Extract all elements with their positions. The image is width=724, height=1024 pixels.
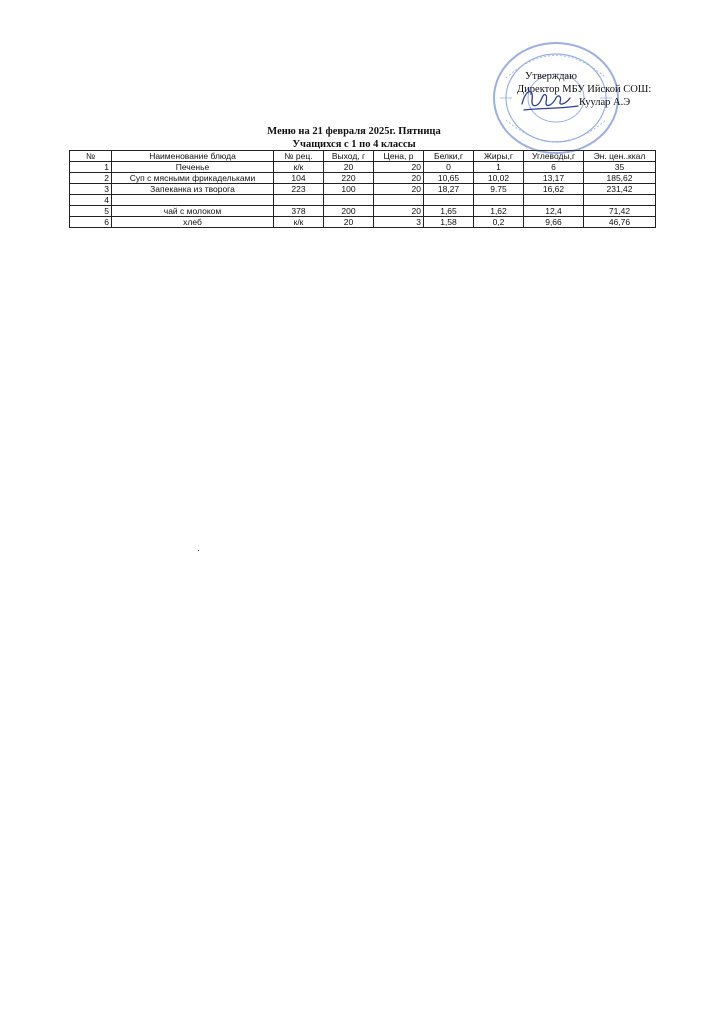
cell-carbs: 13,17 — [524, 173, 584, 184]
cell-dish-name: Запеканка из творога — [112, 184, 274, 195]
cell-proteins: 1,58 — [424, 217, 474, 228]
table-row — [70, 195, 656, 206]
cell-number: 1 — [70, 162, 112, 173]
header-recipe-number: № рец. — [274, 151, 324, 162]
cell-carbs: 12,4 — [524, 206, 584, 217]
cell-proteins: 1,65 — [424, 206, 474, 217]
cell-fats: 10,02 — [474, 173, 524, 184]
cell-energy: 35 — [584, 162, 656, 173]
menu-title-block — [0, 125, 724, 151]
cell-recipe-number: к/к — [274, 217, 324, 228]
cell-recipe-number: 378 — [274, 206, 324, 217]
cell-portion: 20 — [324, 217, 374, 228]
menu-table — [69, 150, 656, 228]
cell-number: 4 — [70, 195, 112, 206]
table-row — [70, 184, 656, 195]
table-row — [70, 206, 656, 217]
table-row — [70, 217, 656, 228]
cell-fats — [474, 195, 524, 206]
cell-portion: 220 — [324, 173, 374, 184]
cell-carbs: 6 — [524, 162, 584, 173]
cell-number: 2 — [70, 173, 112, 184]
menu-title: Меню на 21 февраля 2025г. Пятница — [267, 126, 441, 137]
cell-energy: 71,42 — [584, 206, 656, 217]
cell-number: 5 — [70, 206, 112, 217]
cell-portion — [324, 195, 374, 206]
header-dish-name: Наименование блюда — [112, 151, 274, 162]
cell-price: 20 — [374, 184, 424, 195]
cell-dish-name: Печенье — [112, 162, 274, 173]
cell-portion: 200 — [324, 206, 374, 217]
cell-price: 20 — [374, 162, 424, 173]
header-energy: Эн. цен..ккал — [584, 151, 656, 162]
cell-portion: 20 — [324, 162, 374, 173]
cell-price: 20 — [374, 206, 424, 217]
cell-price: 3 — [374, 217, 424, 228]
cell-recipe-number: к/к — [274, 162, 324, 173]
cell-recipe-number: 104 — [274, 173, 324, 184]
cell-proteins: 0 — [424, 162, 474, 173]
cell-recipe-number — [274, 195, 324, 206]
cell-fats: 0,2 — [474, 217, 524, 228]
header-carbs: Углеводы,г — [524, 151, 584, 162]
approval-position: Директор МБУ Ийской СОШ: — [517, 84, 652, 95]
cell-dish-name — [112, 195, 274, 206]
cell-number: 6 — [70, 217, 112, 228]
cell-number: 3 — [70, 184, 112, 195]
header-price: Цена, р — [374, 151, 424, 162]
cell-proteins: 10,65 — [424, 173, 474, 184]
cell-price — [374, 195, 424, 206]
cell-carbs: 16,62 — [524, 184, 584, 195]
menu-subtitle: Учащихся с 1 по 4 классы — [292, 139, 416, 150]
cell-dish-name: Суп с мясными фрикадельками — [112, 173, 274, 184]
cell-fats: 1 — [474, 162, 524, 173]
header-number: № — [70, 151, 112, 162]
cell-dish-name: хлеб — [112, 217, 274, 228]
cell-recipe-number: 223 — [274, 184, 324, 195]
cell-fats: 9.75 — [474, 184, 524, 195]
cell-proteins — [424, 195, 474, 206]
header-portion: Выход, г — [324, 151, 374, 162]
signature-icon — [518, 82, 582, 116]
header-fats: Жиры,г — [474, 151, 524, 162]
cell-energy: 231,42 — [584, 184, 656, 195]
approval-signer: Куулар А.Э — [579, 97, 631, 108]
approval-heading: Утверждаю — [525, 71, 577, 82]
scan-speck — [198, 550, 199, 551]
cell-energy — [584, 195, 656, 206]
cell-proteins: 18,27 — [424, 184, 474, 195]
cell-price: 20 — [374, 173, 424, 184]
table-header-row — [70, 151, 656, 162]
cell-portion: 100 — [324, 184, 374, 195]
cell-fats: 1,62 — [474, 206, 524, 217]
cell-carbs — [524, 195, 584, 206]
cell-dish-name: чай с молоком — [112, 206, 274, 217]
cell-energy: 46,76 — [584, 217, 656, 228]
header-proteins: Белки,г — [424, 151, 474, 162]
cell-energy: 185,62 — [584, 173, 656, 184]
table-row — [70, 173, 656, 184]
table-row — [70, 162, 656, 173]
cell-carbs: 9,66 — [524, 217, 584, 228]
